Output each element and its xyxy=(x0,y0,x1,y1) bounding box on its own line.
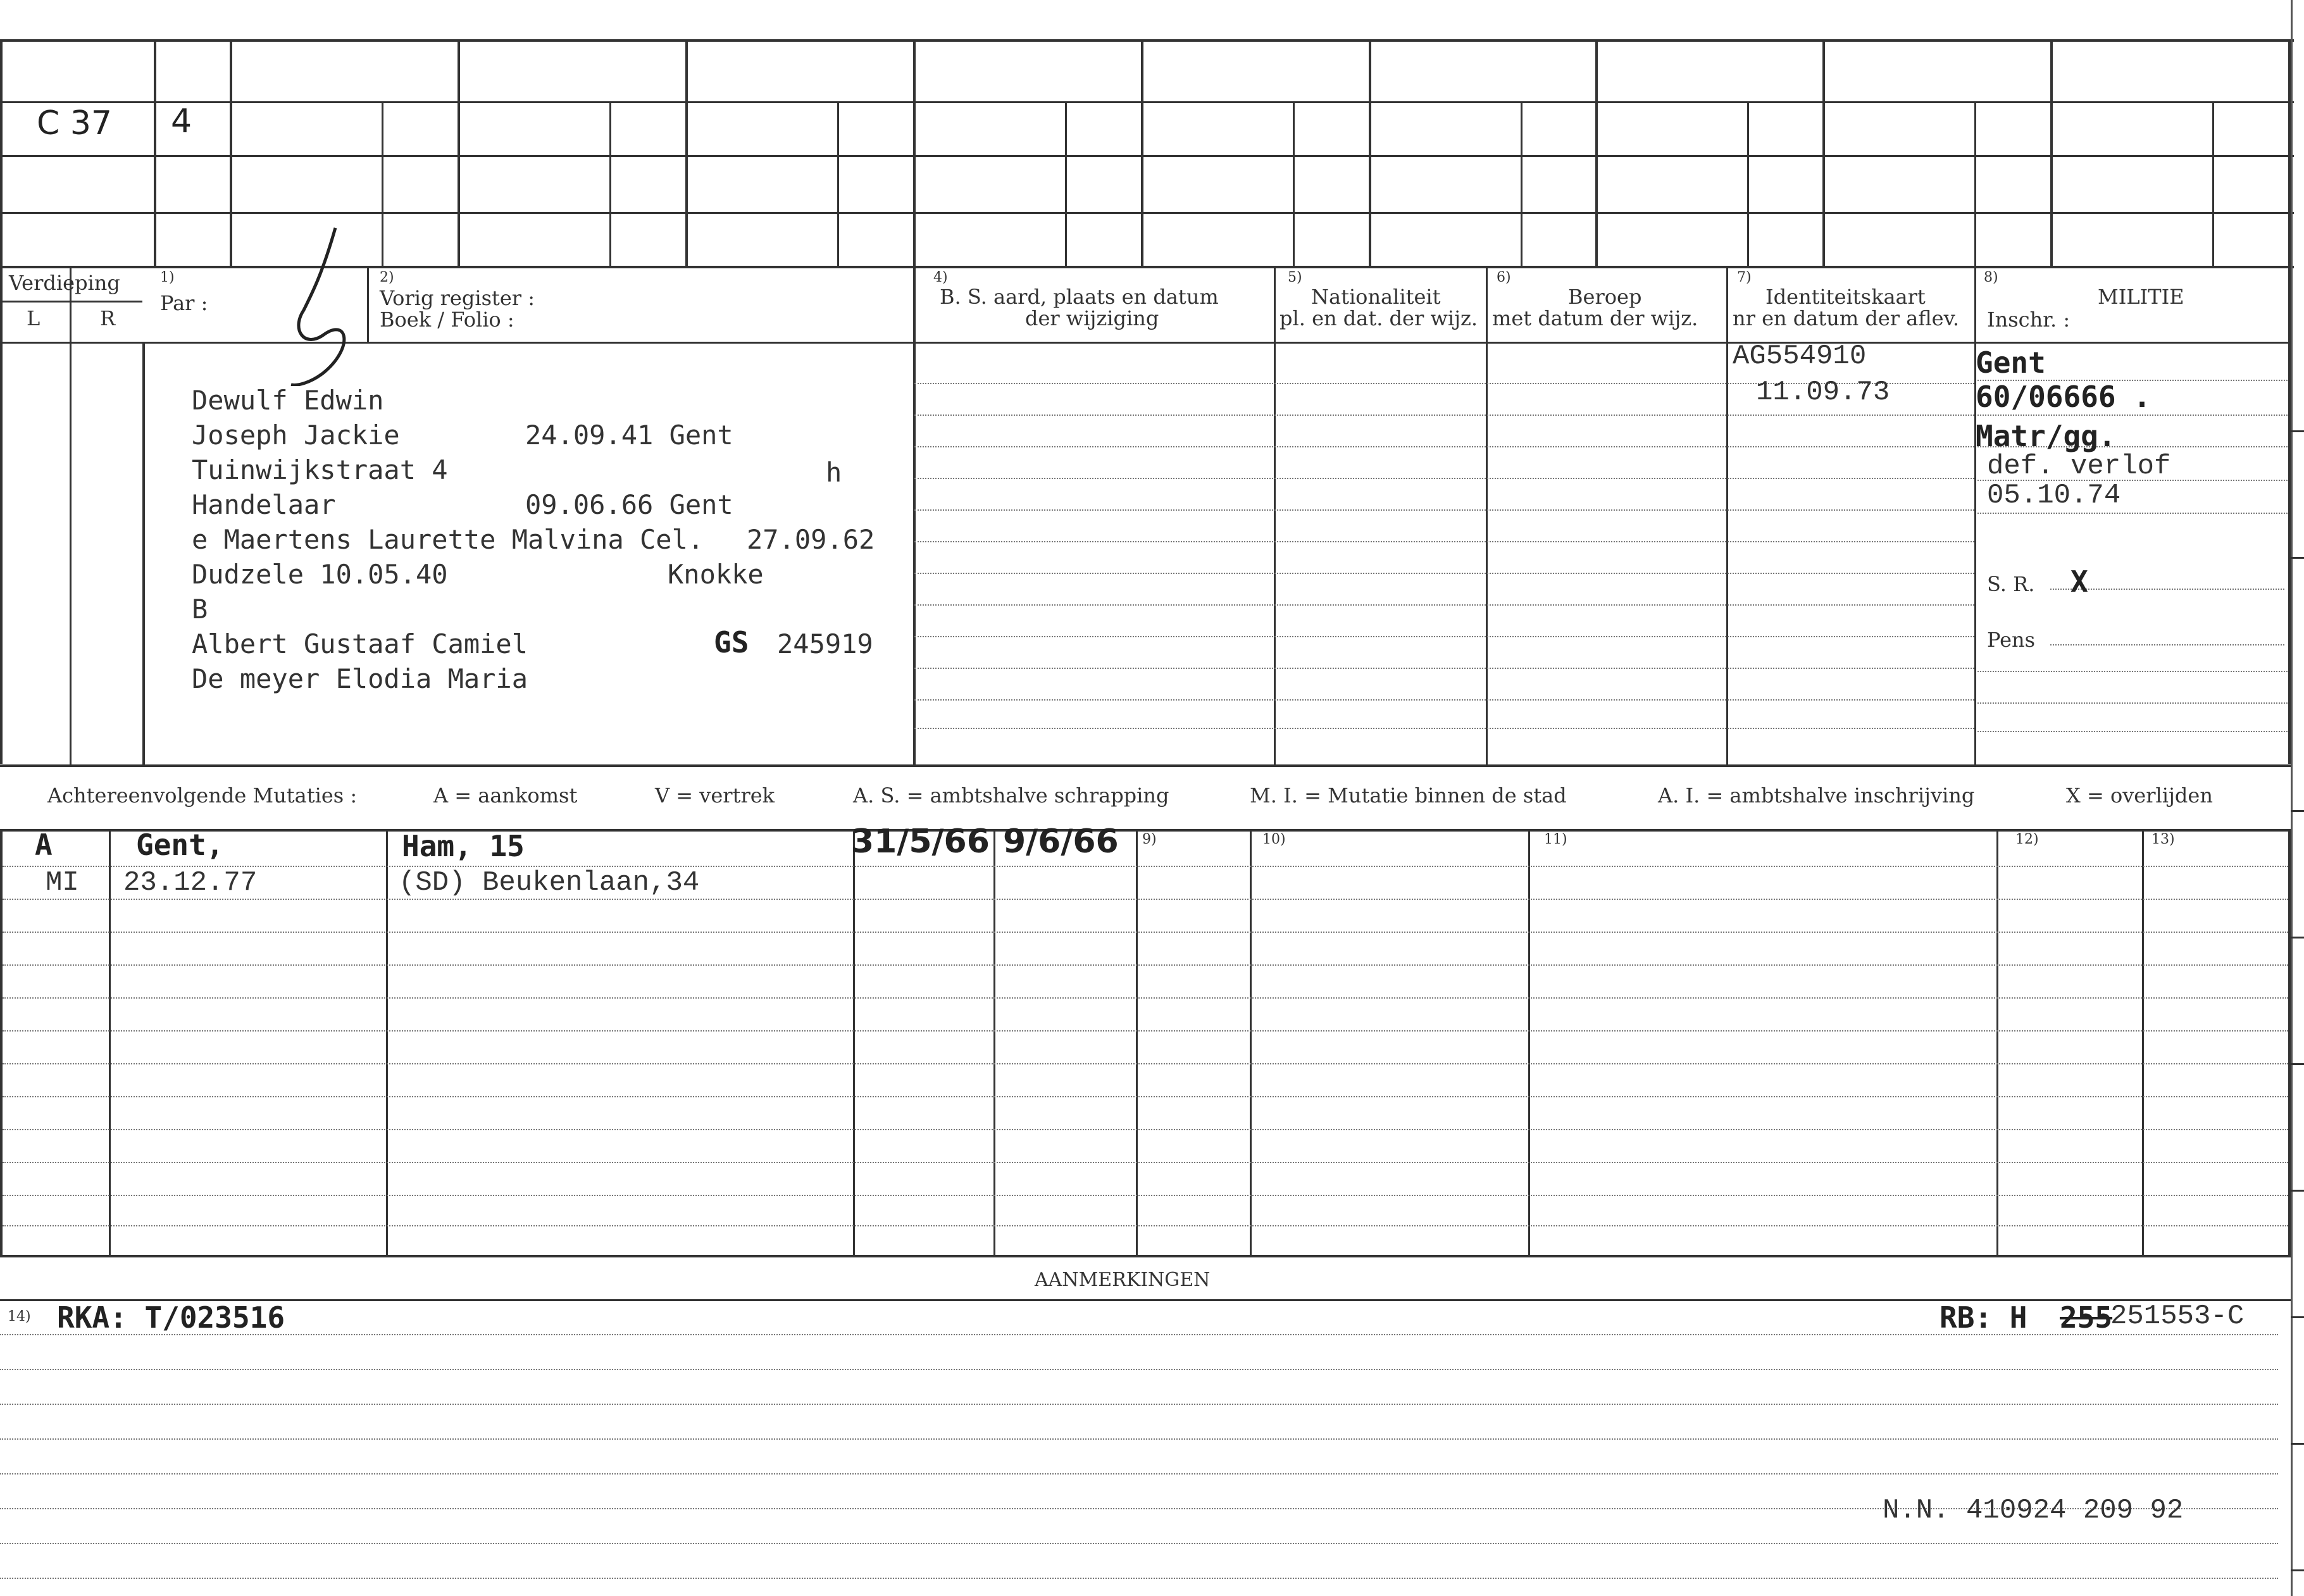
rb-number: 251553-C xyxy=(2110,1300,2245,1332)
person-spouse-place: Knokke xyxy=(668,559,764,590)
person-given-names: Joseph Jackie xyxy=(192,420,400,451)
rka-reference: RKA: T/023516 xyxy=(57,1300,285,1335)
militie-number: 60/06666 . xyxy=(1976,380,2151,414)
rb-struck-digits: 255 xyxy=(2060,1300,2113,1335)
label-pens: Pens xyxy=(1987,628,2036,652)
label-nationaliteit-2: pl. en dat. der wijz. xyxy=(1280,306,1478,330)
label-beroep: Beroep xyxy=(1568,285,1642,309)
militie-sr-mark: X xyxy=(2070,564,2088,599)
label-r: R xyxy=(100,306,116,330)
label-boek-folio: Boek / Folio : xyxy=(380,308,514,332)
col-12-header: 12) xyxy=(2015,832,2039,847)
identity-date: 11.09.73 xyxy=(1756,377,1890,408)
mutation-2-address: (SD) Beukenlaan,34 xyxy=(399,867,700,899)
person-name: Dewulf Edwin xyxy=(192,385,384,416)
legend-a: A = aankomst xyxy=(433,783,578,807)
card-subnumber: 4 xyxy=(171,103,192,140)
militie-matr: Matr/gg. xyxy=(1976,419,2116,453)
mutation-1-address: Ham, 15 xyxy=(402,829,525,863)
legend-as: A. S. = ambtshalve schrapping xyxy=(853,783,1169,807)
card-code: C 37 xyxy=(37,104,113,142)
person-b-mark: B xyxy=(192,594,208,625)
footnote-1: 1) xyxy=(160,270,175,285)
footnote-8: 8) xyxy=(1984,270,1998,285)
person-occupation: Handelaar xyxy=(192,489,336,520)
label-vorig-register: Vorig register : xyxy=(380,286,535,310)
mutation-1-code: A xyxy=(35,828,53,862)
label-bs-2: der wijziging xyxy=(1025,306,1159,330)
person-address-mark: h xyxy=(826,457,842,488)
label-sr: S. R. xyxy=(1987,572,2035,596)
person-father: Albert Gustaaf Camiel xyxy=(192,628,528,659)
mutation-1-date-2: 9/6/66 xyxy=(1003,823,1119,861)
person-gs-number: 245919 xyxy=(777,628,873,659)
mutation-1-date-1: 31/5/66 xyxy=(851,823,990,861)
person-gs-label: GS xyxy=(714,625,749,659)
col-11-header: 11) xyxy=(1544,832,1567,847)
militie-status-date: 05.10.74 xyxy=(1987,480,2121,511)
col-10-header: 10) xyxy=(1262,832,1286,847)
person-occupation-date: 09.06.66 Gent xyxy=(525,489,733,520)
label-inschr: Inschr. : xyxy=(1987,308,2070,332)
mutaties-title: Achtereenvolgende Mutaties : xyxy=(47,783,358,807)
label-verdieping: Verdieping xyxy=(9,271,120,295)
label-beroep-2: met datum der wijz. xyxy=(1492,306,1698,330)
label-bs-1: B. S. aard, plaats en datum xyxy=(940,285,1219,309)
militie-status: def. verlof xyxy=(1987,451,2171,482)
footnote-2: 2) xyxy=(380,270,394,285)
person-address: Tuinwijkstraat 4 xyxy=(192,454,448,485)
person-spouse: e Maertens Laurette Malvina Cel. xyxy=(192,524,704,555)
mutation-2-code: MI xyxy=(46,867,79,899)
paraph-signature xyxy=(278,221,380,386)
person-spouse-birth: Dudzele 10.05.40 xyxy=(192,559,448,590)
person-mother: De meyer Elodia Maria xyxy=(192,663,528,694)
footnote-7: 7) xyxy=(1737,270,1752,285)
footnote-4: 4) xyxy=(933,270,948,285)
label-l: L xyxy=(27,306,40,330)
person-marriage-date: 27.09.62 xyxy=(747,524,875,555)
footnote-6: 6) xyxy=(1497,270,1511,285)
footnote-14: 14) xyxy=(8,1309,31,1325)
national-number: N.N. 410924 209 92 xyxy=(1883,1495,2184,1526)
mutation-2-place: 23.12.77 xyxy=(123,867,258,899)
footnote-5: 5) xyxy=(1288,270,1302,285)
label-nationaliteit: Nationaliteit xyxy=(1311,285,1441,309)
rb-label: RB: H xyxy=(1940,1300,2027,1335)
col-13-header: 13) xyxy=(2151,832,2175,847)
mutation-1-place: Gent, xyxy=(136,828,224,862)
legend-x: X = overlijden xyxy=(2066,783,2213,807)
label-identiteitskaart-2: nr en datum der aflev. xyxy=(1733,306,1960,330)
aanmerkingen-title: AANMERKINGEN xyxy=(1035,1269,1211,1291)
person-birth: 24.09.41 Gent xyxy=(525,420,733,451)
legend-mi: M. I. = Mutatie binnen de stad xyxy=(1250,783,1567,807)
label-par: Par : xyxy=(160,291,208,315)
legend-ai: A. I. = ambtshalve inschrijving xyxy=(1658,783,1975,807)
identity-number: AG554910 xyxy=(1733,340,1867,372)
label-identiteitskaart: Identiteitskaart xyxy=(1765,285,1926,309)
label-militie: MILITIE xyxy=(2098,285,2184,309)
legend-v: V = vertrek xyxy=(655,783,775,807)
col-9-header: 9) xyxy=(1142,832,1157,847)
militie-place: Gent xyxy=(1976,346,2046,380)
